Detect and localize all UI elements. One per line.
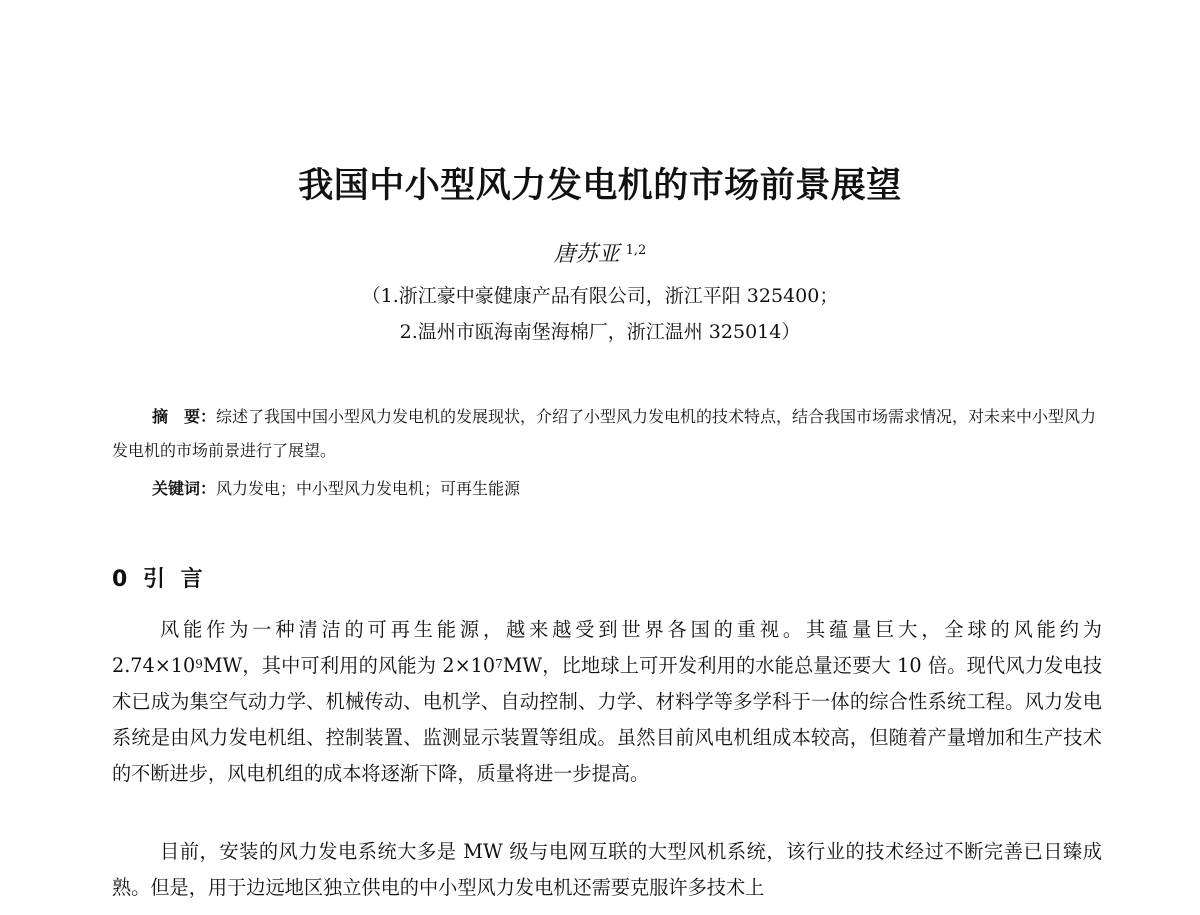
affiliation-2: 2.温州市瓯海南堡海棉厂，浙江温州 325014） bbox=[399, 321, 801, 343]
p1-part-c: MW，比地球上可开发利用的水能总量还要大 10 倍。现代风力发电技术已成为集空气动力学、机械传动、电机学、自动控制、力学、材料学等多学科于一体的综合性系统工程。风力发电系统是由风力发电机组、控制装置、监测显示装置等组成。虽然目前风电机组成本较高，但随着产量增加和生产技术的不断进步，风电机组的成本将逐渐下降，质量将进一步提高。 bbox=[112, 654, 1103, 785]
abstract-text: 综述了我国中国小型风力发电机的发展现状，介绍了小型风力发电机的技术特点，结合我国市场需求情况，对未来中小型风力发电机的市场前景进行了展望。 bbox=[112, 407, 1097, 460]
abstract-label: 摘 要： bbox=[152, 407, 217, 426]
paper-title: 我国中小型风力发电机的市场前景展望 bbox=[298, 166, 902, 206]
author-name: 唐苏亚 bbox=[553, 242, 620, 267]
author-affiliation-marker: 1,2 bbox=[625, 243, 647, 258]
p1-exponent-1: 9 bbox=[195, 657, 203, 671]
keywords-label: 关键词： bbox=[152, 479, 217, 498]
intro-paragraph-2: 目前，安装的风力发电系统大多是 MW 级与电网互联的大型风机系统，该行业的技术经过不断完善已日臻成熟。但是，用于边远地区独立供电的中小型风力发电机还需要克服许多技术上 bbox=[112, 840, 1102, 899]
p1-part-a: 风能作为一种清洁的可再生能源，越来越受到世界各国的重视。其蕴量巨大，全球的风能约为 2.74×10 bbox=[112, 618, 1102, 677]
author-line bbox=[0, 240, 1200, 270]
section-heading-introduction: 0 引 言 bbox=[112, 567, 207, 592]
affiliation-1: （1.浙江豪中豪健康产品有限公司，浙江平阳 325400； bbox=[361, 285, 839, 307]
keywords bbox=[152, 474, 520, 504]
p1-part-b: MW，其中可利用的风能为 2×10 bbox=[202, 654, 496, 677]
keywords-text: 风力发电；中小型风力发电机；可再生能源 bbox=[216, 479, 521, 498]
abstract bbox=[112, 400, 1102, 468]
intro-paragraph-1 bbox=[112, 612, 1102, 792]
p1-exponent-2: 7 bbox=[495, 657, 503, 671]
